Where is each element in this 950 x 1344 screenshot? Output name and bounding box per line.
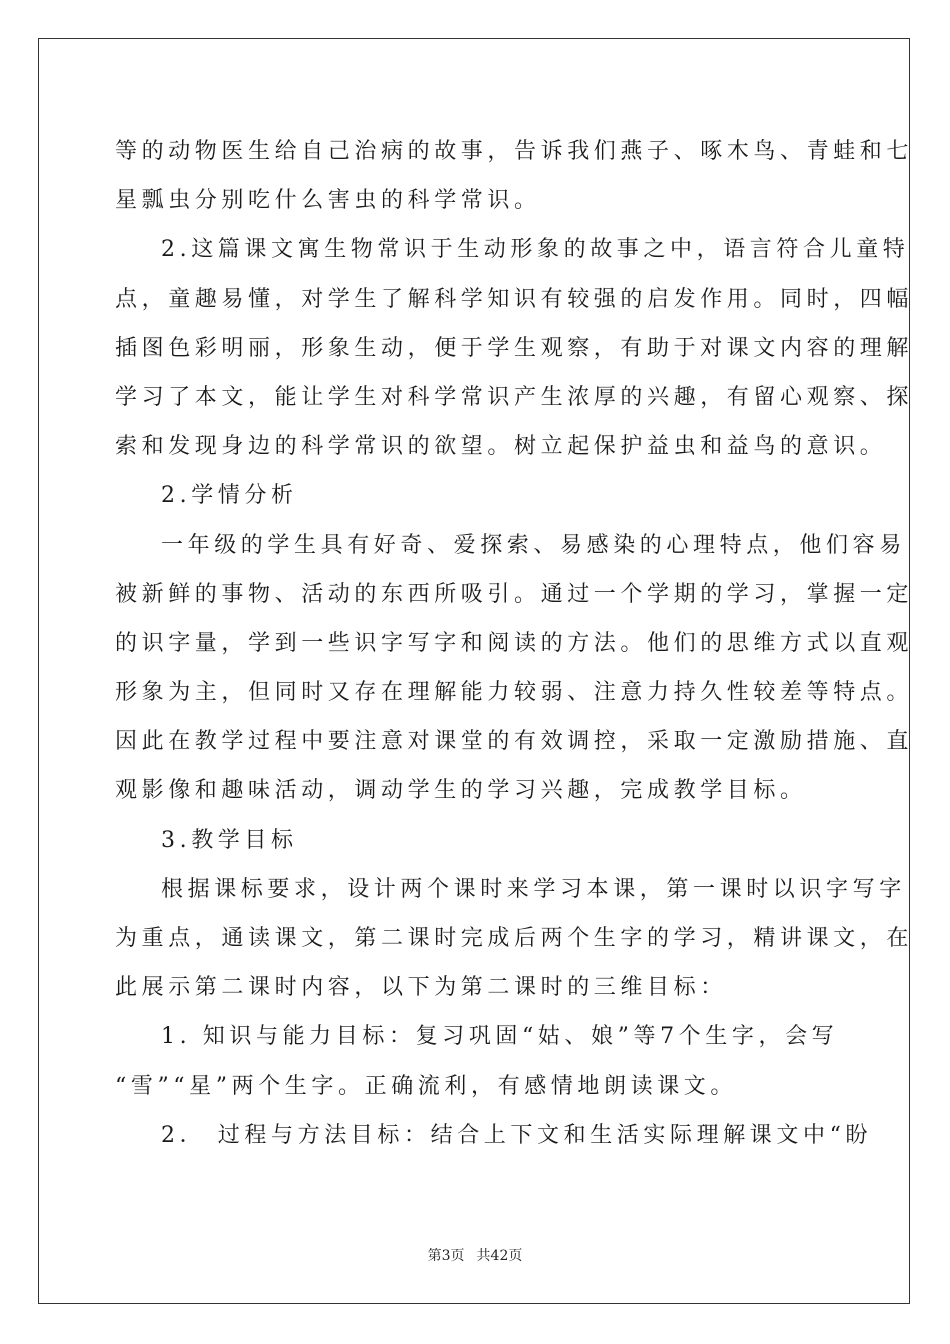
page-footer bbox=[0, 1245, 950, 1265]
paragraph-start-line: 一年级的学生具有好奇、爱探索、易感染的心理特点，他们容易 bbox=[161, 532, 906, 558]
text-line: 为重点，通读课文，第二课时完成后两个生字的学习，精讲课文，在 bbox=[115, 926, 914, 951]
text-line: 被新鲜的事物、活动的东西所吸引。通过一个学期的学习，掌握一定 bbox=[115, 581, 914, 607]
text-line: 索和发现身边的科学常识的欲望。树立起保护益虫和益鸟的意识。 bbox=[115, 434, 887, 460]
page-number: 第3页 bbox=[427, 1248, 465, 1264]
text-line: 形象为主，但同时又存在理解能力较弱、注意力持久性较差等特点。 bbox=[115, 680, 914, 706]
text-line: 的识字量，学到一些识字写字和阅读的方法。他们的思维方式以直观 bbox=[115, 630, 914, 656]
list-item-process-goal: 2． 过程与方法目标：结合上下文和生活实际理解课文中“盼 bbox=[161, 1122, 873, 1148]
section-heading-learning-analysis: 2.学情分析 bbox=[161, 483, 298, 509]
text-line: 等的动物医生给自己治病的故事，告诉我们燕子、啄木鸟、青蛙和七 bbox=[115, 139, 914, 164]
text-line: 星瓢虫分别吃什么害虫的科学常识。 bbox=[115, 188, 541, 214]
text-line: 因此在教学过程中要注意对课堂的有效调控，采取一定激励措施、直 bbox=[115, 729, 914, 755]
paragraph-start-line: 2.这篇课文寓生物常识于生动形象的故事之中，语言符合儿童特 bbox=[161, 237, 910, 263]
text-line: “雪”“星”两个生字。正确流利，有感情地朗读课文。 bbox=[115, 1073, 737, 1099]
text-line: 观影像和趣味活动，调动学生的学习兴趣，完成教学目标。 bbox=[115, 778, 807, 804]
text-line: 学习了本文，能让学生对科学常识产生浓厚的兴趣，有留心观察、探 bbox=[115, 384, 914, 410]
document-body bbox=[115, 127, 914, 1160]
text-line: 插图色彩明丽，形象生动，便于学生观察，有助于对课文内容的理解 bbox=[115, 335, 914, 361]
list-item-knowledge-goal: 1. 知识与能力目标：复习巩固“姑、娘”等7个生字，会写 bbox=[161, 1024, 839, 1050]
paragraph-start-line: 根据课标要求，设计两个课时来学习本课，第一课时以识字写字 bbox=[161, 876, 906, 902]
page-total: 共42页 bbox=[476, 1248, 523, 1264]
section-heading-teaching-goals: 3.教学目标 bbox=[161, 827, 298, 853]
text-line: 点，童趣易懂，对学生了解科学知识有较强的启发作用。同时，四幅 bbox=[115, 286, 914, 312]
text-line: 此展示第二课时内容，以下为第二课时的三维目标： bbox=[115, 975, 727, 1001]
